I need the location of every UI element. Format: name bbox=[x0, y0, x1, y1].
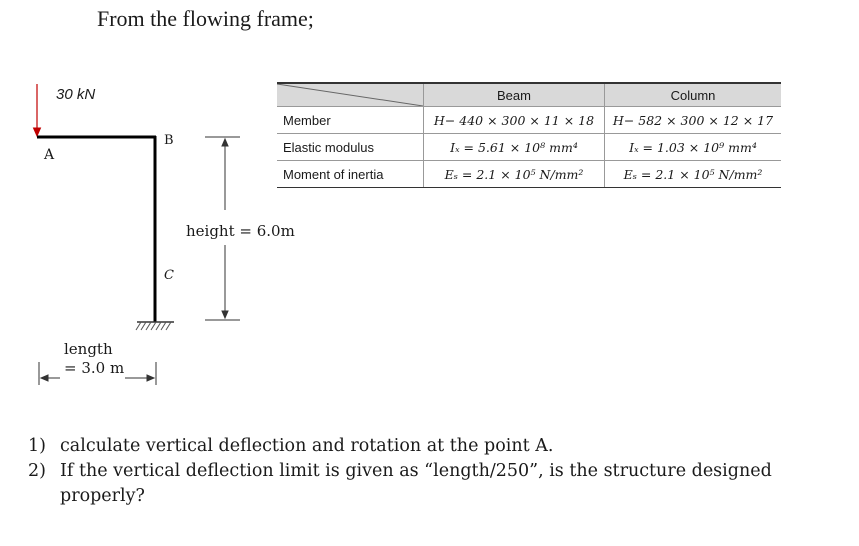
length-label-line1: length bbox=[64, 340, 113, 358]
table-row bbox=[277, 134, 781, 161]
beam-value: H− 440 × 300 × 11 × 18 bbox=[424, 107, 605, 134]
row-label: Member bbox=[277, 107, 424, 134]
question-number: 1) bbox=[28, 436, 46, 456]
point-a-label: A bbox=[44, 147, 55, 163]
question-1 bbox=[28, 436, 553, 456]
table-header-row bbox=[277, 83, 781, 107]
table-row bbox=[277, 161, 781, 188]
header-cell-diagonal bbox=[277, 83, 424, 107]
question-2-continuation: properly? bbox=[60, 486, 145, 506]
column-value: Iₓ = 1.03 × 10⁹ mm⁴ bbox=[605, 134, 782, 161]
fixed-support bbox=[136, 322, 174, 330]
load-label: 30 kN bbox=[56, 86, 96, 103]
question-2 bbox=[28, 461, 772, 481]
section-properties-table bbox=[277, 82, 781, 188]
page-title: From the flowing frame; bbox=[97, 6, 314, 31]
row-label: Elastic modulus bbox=[277, 134, 424, 161]
point-b-label: B bbox=[164, 133, 174, 148]
beam-value: Eₛ = 2.1 × 10⁵ N/mm² bbox=[424, 161, 605, 188]
question-text: If the vertical deflection limit is given as “length/250”, is the structure designed bbox=[60, 461, 772, 481]
point-c-label: C bbox=[164, 268, 174, 283]
length-label-line2: = 3.0 m bbox=[64, 359, 125, 377]
header-cell-beam: Beam bbox=[424, 83, 605, 107]
question-text: calculate vertical deflection and rotation at the point A. bbox=[60, 436, 554, 456]
column-value: Eₛ = 2.1 × 10⁵ N/mm² bbox=[605, 161, 782, 188]
load-arrow bbox=[34, 84, 41, 136]
question-number: 2) bbox=[28, 461, 46, 481]
beam-value: Iₓ = 5.61 × 10⁸ mm⁴ bbox=[424, 134, 605, 161]
height-label: height = 6.0m bbox=[186, 222, 295, 240]
row-label: Moment of inertia bbox=[277, 161, 424, 188]
column-value: H− 582 × 300 × 12 × 17 bbox=[605, 107, 782, 134]
header-cell-column: Column bbox=[605, 83, 782, 107]
table-row bbox=[277, 107, 781, 134]
